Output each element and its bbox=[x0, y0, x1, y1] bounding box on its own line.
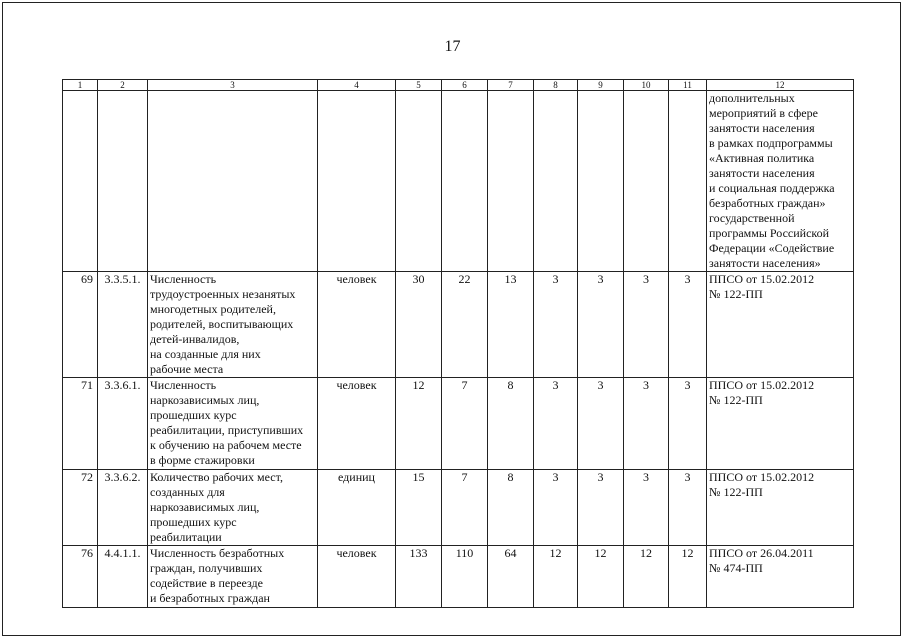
name-line: в форме стажировки bbox=[150, 453, 255, 467]
value: 12 bbox=[578, 546, 624, 608]
unit: человек bbox=[318, 272, 396, 378]
note-line: ППСО от 15.02.2012 bbox=[709, 272, 815, 286]
header-cell: 8 bbox=[534, 80, 578, 91]
value: 3 bbox=[578, 378, 624, 470]
value: 3 bbox=[534, 470, 578, 546]
value: 3 bbox=[624, 378, 669, 470]
note-line: мероприятий в сфере bbox=[709, 106, 818, 120]
name-line: прошедших курс bbox=[150, 515, 237, 529]
header-cell: 1 bbox=[63, 80, 98, 91]
note-line: занятости населения» bbox=[709, 256, 821, 270]
value: 3 bbox=[578, 272, 624, 378]
page-number: 17 bbox=[444, 38, 461, 55]
value: 12 bbox=[669, 546, 707, 608]
note-line: Федерации «Содействие bbox=[709, 241, 835, 255]
unit: человек bbox=[318, 546, 396, 608]
name-line: родителей, воспитывающих bbox=[150, 317, 294, 331]
note-cell bbox=[707, 470, 854, 546]
note-line: государственной bbox=[709, 211, 795, 225]
value: 8 bbox=[488, 378, 534, 470]
row-code: 4.4.1.1. bbox=[98, 546, 148, 608]
value: 8 bbox=[488, 470, 534, 546]
name-line: Количество рабочих мест, bbox=[150, 470, 283, 484]
indicator-name bbox=[148, 470, 318, 546]
header-cell: 2 bbox=[98, 80, 148, 91]
row-code: 3.3.6.1. bbox=[98, 378, 148, 470]
row-code: 3.3.5.1. bbox=[98, 272, 148, 378]
name-line: прошедших курс bbox=[150, 408, 237, 422]
indicator-name bbox=[148, 546, 318, 608]
table-row bbox=[63, 470, 854, 546]
header-cell: 11 bbox=[669, 80, 707, 91]
value: 3 bbox=[624, 470, 669, 546]
name-line: наркозависимых лиц, bbox=[150, 393, 260, 407]
note-line: занятости населения bbox=[709, 166, 815, 180]
value: 133 bbox=[396, 546, 442, 608]
name-line: детей-инвалидов, bbox=[150, 332, 240, 346]
note-cell bbox=[707, 378, 854, 470]
note-line: в рамках подпрограммы bbox=[709, 136, 833, 150]
name-line: реабилитации, приступивших bbox=[150, 423, 304, 437]
value: 64 bbox=[488, 546, 534, 608]
header-cell: 3 bbox=[148, 80, 318, 91]
note-line: «Активная политика bbox=[709, 151, 815, 165]
indicators-table bbox=[62, 79, 854, 608]
name-line: Численность bbox=[150, 378, 217, 392]
name-line: и безработных граждан bbox=[150, 591, 270, 605]
value: 30 bbox=[396, 272, 442, 378]
indicator-name bbox=[148, 272, 318, 378]
row-number: 69 bbox=[63, 272, 98, 378]
note-cell bbox=[707, 272, 854, 378]
value: 3 bbox=[534, 378, 578, 470]
note-line: дополнительных bbox=[709, 91, 795, 105]
value: 12 bbox=[396, 378, 442, 470]
unit: человек bbox=[318, 378, 396, 470]
value: 3 bbox=[578, 470, 624, 546]
name-line: к обучению на рабочем месте bbox=[150, 438, 302, 452]
value: 3 bbox=[624, 272, 669, 378]
note-line: № 122-ПП bbox=[709, 287, 763, 301]
continuation-row bbox=[63, 91, 854, 272]
note-line: ППСО от 15.02.2012 bbox=[709, 378, 815, 392]
note-cell bbox=[707, 546, 854, 608]
value: 3 bbox=[669, 378, 707, 470]
header-cell: 12 bbox=[707, 80, 854, 91]
value: 3 bbox=[534, 272, 578, 378]
value: 110 bbox=[442, 546, 488, 608]
unit: единиц bbox=[318, 470, 396, 546]
note-line: ППСО от 15.02.2012 bbox=[709, 470, 815, 484]
value: 12 bbox=[624, 546, 669, 608]
name-line: на созданные для них bbox=[150, 347, 261, 361]
name-line: созданных для bbox=[150, 485, 225, 499]
row-number: 71 bbox=[63, 378, 98, 470]
name-line: граждан, получивших bbox=[150, 561, 263, 575]
note-line: № 122-ПП bbox=[709, 485, 763, 499]
row-code: 3.3.6.2. bbox=[98, 470, 148, 546]
note-line: занятости населения bbox=[709, 121, 815, 135]
value: 15 bbox=[396, 470, 442, 546]
header-cell: 10 bbox=[624, 80, 669, 91]
value: 13 bbox=[488, 272, 534, 378]
value: 12 bbox=[534, 546, 578, 608]
note-line: № 474-ПП bbox=[709, 561, 763, 575]
header-cell: 5 bbox=[396, 80, 442, 91]
value: 3 bbox=[669, 470, 707, 546]
table-row bbox=[63, 272, 854, 378]
note-cell bbox=[707, 91, 854, 272]
header-cell: 9 bbox=[578, 80, 624, 91]
name-line: многодетных родителей, bbox=[150, 302, 276, 316]
value: 7 bbox=[442, 470, 488, 546]
header-cell: 6 bbox=[442, 80, 488, 91]
row-number: 72 bbox=[63, 470, 98, 546]
value: 3 bbox=[669, 272, 707, 378]
value: 22 bbox=[442, 272, 488, 378]
header-row bbox=[63, 80, 854, 91]
header-cell: 4 bbox=[318, 80, 396, 91]
note-line: и социальная поддержка bbox=[709, 181, 835, 195]
note-line: ППСО от 26.04.2011 bbox=[709, 546, 814, 560]
value: 7 bbox=[442, 378, 488, 470]
name-line: трудоустроенных незанятых bbox=[150, 287, 296, 301]
note-line: программы Российской bbox=[709, 226, 830, 240]
note-line: № 122-ПП bbox=[709, 393, 763, 407]
name-line: Численность bbox=[150, 272, 217, 286]
name-line: содействие в переезде bbox=[150, 576, 263, 590]
name-line: Численность безработных bbox=[150, 546, 285, 560]
row-number: 76 bbox=[63, 546, 98, 608]
table-row bbox=[63, 378, 854, 470]
note-line: безработных граждан» bbox=[709, 196, 826, 210]
name-line: рабочие места bbox=[150, 362, 224, 376]
indicator-name bbox=[148, 378, 318, 470]
table-row bbox=[63, 546, 854, 608]
name-line: реабилитации bbox=[150, 530, 222, 544]
name-line: наркозависимых лиц, bbox=[150, 500, 260, 514]
header-cell: 7 bbox=[488, 80, 534, 91]
